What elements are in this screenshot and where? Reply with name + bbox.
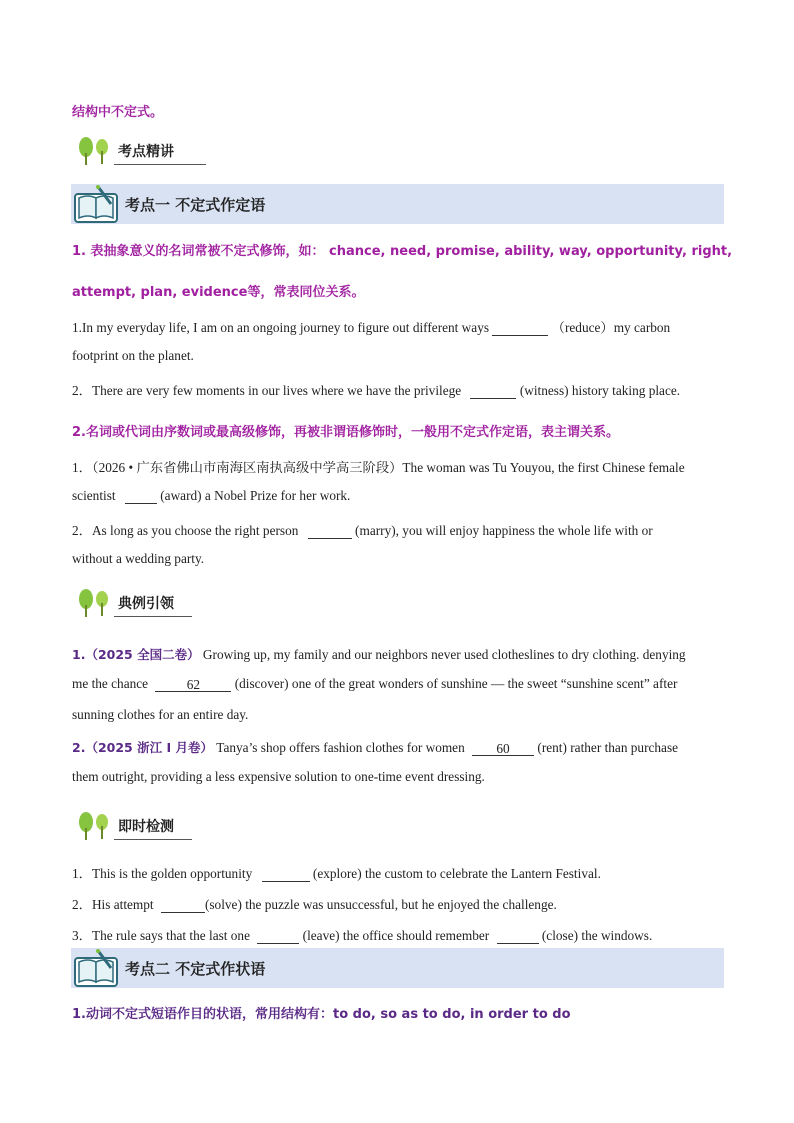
exercise-1-line2: footprint on the planet. [72, 348, 194, 363]
example-text: Tanya’s shop offers fashion clothes for women [216, 740, 465, 755]
answer-blank[interactable] [470, 384, 516, 399]
exercise-2 [72, 380, 680, 399]
answer-blank[interactable] [492, 321, 548, 336]
check-text: (explore) the custom to celebrate the Lantern Festival. [312, 866, 601, 881]
section-label: 即时检测 [118, 819, 174, 835]
exercise-4-line1 [72, 520, 653, 539]
check-text: 3．The rule says that the last one [72, 928, 250, 943]
exercise-4-line2: without a wedding party. [72, 551, 205, 566]
example-2-line1 [72, 738, 678, 756]
answer-blank-62[interactable]: 62 [155, 677, 231, 692]
section-header-jishi [74, 810, 214, 840]
rule1-line1: 1. 表抽象意义的名词常被不定式修饰，如： chance, need, promise, ability, way, opportunity, right, [72, 244, 733, 259]
answer-blank[interactable] [262, 867, 310, 882]
example-1-line3: sunning clothes for an entire day. [72, 707, 249, 722]
tree-icon [74, 810, 116, 840]
section-label: 考点精讲 [118, 144, 174, 160]
answer-blank[interactable] [161, 898, 205, 913]
book-icon [71, 948, 123, 988]
example-text: Growing up, my family and our neighbors never used clotheslines to dry clothing. denying [202, 647, 686, 662]
example-2-line2: them outright, providing a less expensive solution to one-time event dressing. [72, 769, 485, 784]
example-text: (discover) one of the great wonders of sunshine — the sweet “sunshine scent” after [234, 676, 678, 691]
section-label: 典例引领 [118, 596, 174, 612]
check-1 [72, 863, 601, 882]
kaodian1-banner [71, 184, 724, 224]
answer-blank[interactable] [125, 489, 157, 504]
exercise-text: scientist [72, 488, 116, 503]
example-1-line2 [72, 676, 677, 692]
exercise-3-line1: 1．（2026 • 广东省佛山市南海区南执高级中学高三阶段）The woman was Tu Youyou, the first Chinese female [72, 460, 685, 475]
check-3 [72, 925, 652, 944]
tree-icon [74, 587, 116, 617]
check-2 [72, 894, 557, 913]
kaodian2-rule1: 1.动词不定式短语作目的状语，常用结构有：to do, so as to do, in order to do [72, 1007, 571, 1022]
book-icon [71, 184, 123, 224]
exercise-3-line2 [72, 488, 350, 504]
header-underline [114, 839, 192, 840]
example-source: 2.（2025 浙江 I 月卷） [72, 740, 213, 755]
answer-blank-60[interactable]: 60 [472, 741, 534, 756]
rule1-line2: attempt, plan, evidence等，常表同位关系。 [72, 285, 365, 300]
exercise-text: (witness) history taking place. [519, 383, 681, 398]
header-underline [114, 616, 192, 617]
exercise-text: (marry), you will enjoy happiness the whole life with or [355, 523, 653, 538]
answer-blank[interactable] [257, 929, 299, 944]
section-header-dianli [74, 587, 214, 617]
check-text: 2．His attempt [72, 897, 154, 912]
exercise-text: (award) a Nobel Prize for her work. [160, 488, 351, 503]
banner-title: 考点二 不定式作状语 [125, 960, 266, 978]
check-text: (close) the windows. [541, 928, 653, 943]
check-text: 1．This is the golden opportunity [72, 866, 253, 881]
example-1-line1 [72, 645, 686, 663]
example-text: me the chance [72, 676, 149, 691]
section-header-jingjiang [74, 135, 214, 165]
exercise-text: 2．As long as you choose the right person [72, 523, 299, 538]
rule2: 2.名词或代词由序数词或最高级修饰，再被非谓语修饰时，一般用不定式作定语，表主谓关系。 [72, 425, 619, 440]
exercise-text: 2．There are very few moments in our lives where we have the privilege [72, 383, 462, 398]
example-text: (rent) rather than purchase [537, 740, 679, 755]
check-text: (leave) the office should remember [302, 928, 490, 943]
header-underline [114, 164, 206, 165]
check-text: (solve) the puzzle was unsuccessful, but he enjoyed the challenge. [204, 897, 557, 912]
exercise-text: 1.In my everyday life, I am on an ongoing journey to figure out different ways [72, 320, 490, 335]
answer-blank[interactable] [497, 929, 539, 944]
exercise-text: （reduce）my carbon [551, 320, 671, 335]
kaodian2-banner [71, 948, 724, 988]
tree-icon [74, 135, 116, 165]
example-source: 1.（2025 全国二卷） [72, 647, 200, 662]
exercise-1-line1 [72, 317, 670, 336]
intro-tail: 结构中不定式。 [72, 105, 164, 120]
banner-title: 考点一 不定式作定语 [125, 196, 266, 214]
answer-blank[interactable] [308, 524, 352, 539]
